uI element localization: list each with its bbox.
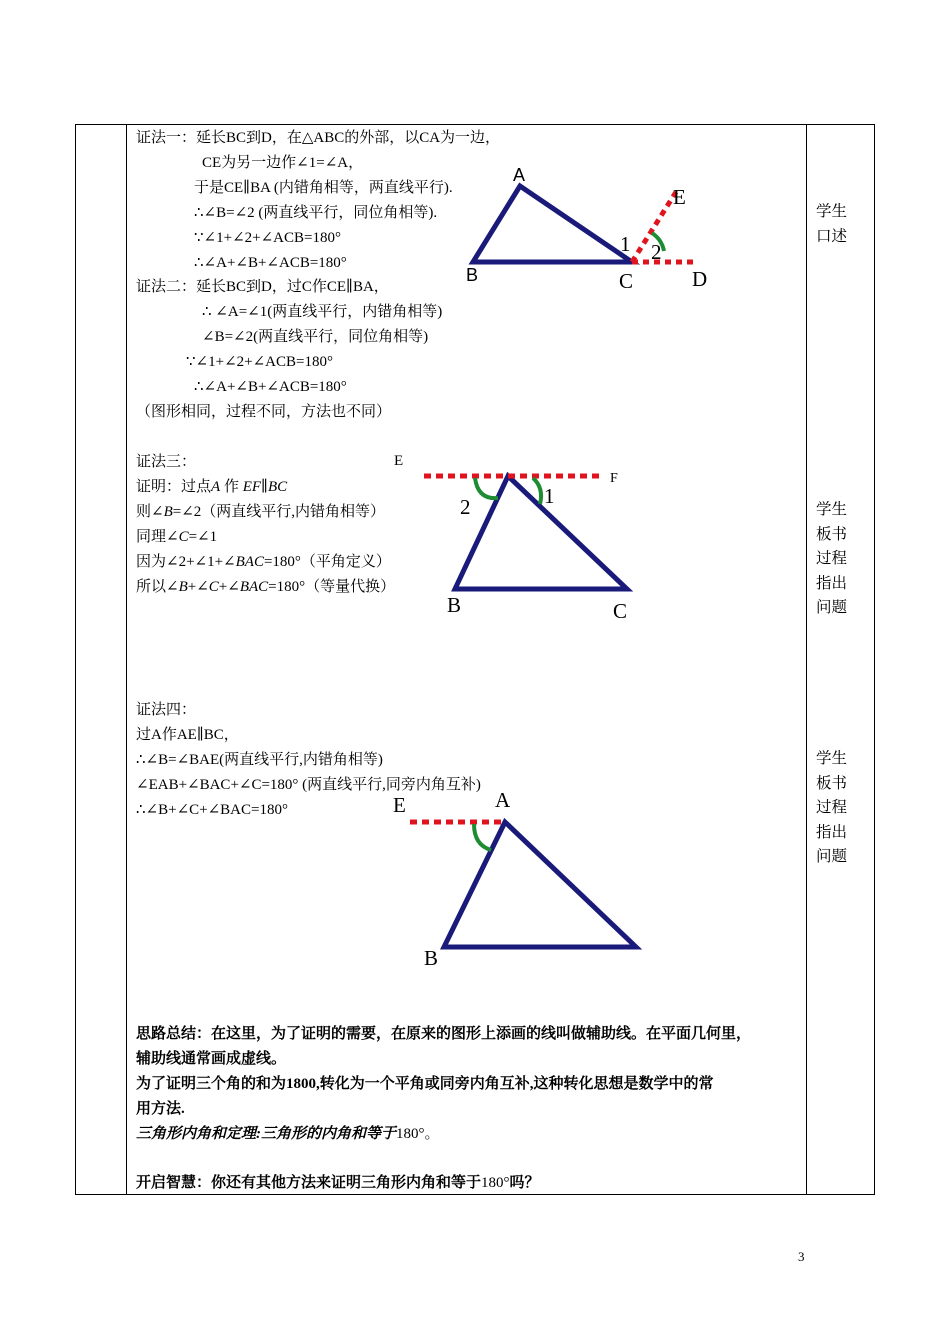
proof2-line2: ∴ ∠A=∠1(两直线平行，内错角相等) xyxy=(202,304,443,320)
summary-line1: 思路总结：在这里，为了证明的需要，在原来的图形上添画的线叫做辅助线。在平面几何里， xyxy=(136,1026,752,1042)
figure2-label-e: E xyxy=(394,453,404,469)
proof4-line2: ∴∠B=∠BAE(两直线平行,内错角相等) xyxy=(136,752,383,768)
side-note-1: 学生口述 xyxy=(816,203,848,245)
proof2-line5: ∴∠A+∠B+∠ACB=180° xyxy=(194,379,347,395)
figure2-label-f: F xyxy=(610,471,618,486)
think-question: 开启智慧：你还有其他方法来证明三角形内角和等于180°吗？ xyxy=(136,1175,540,1191)
theorem-statement: 三角形内角和定理:三角形的内角和等于180°。 xyxy=(136,1126,440,1142)
figure3-angle-arc xyxy=(474,824,491,850)
figure3-label-b: B xyxy=(424,946,439,970)
proof3-line3: 同理∠C=∠1 xyxy=(136,529,218,545)
figure1-triangle xyxy=(473,186,632,262)
proof2-note: （图形相同，过程不同，方法也不同） xyxy=(136,404,392,420)
figure3-label-e: E xyxy=(393,793,406,817)
proof2-line3: ∠B=∠2(两直线平行，同位角相等) xyxy=(202,329,429,345)
figure1-label-a: A xyxy=(513,165,526,185)
proof2-line4: ∵∠1+∠2+∠ACB=180° xyxy=(186,354,333,370)
figure2-angle2-arc xyxy=(475,478,498,498)
figure3-triangle xyxy=(444,822,636,947)
proof1-line6: ∴∠A+∠B+∠ACB=180° xyxy=(194,255,347,271)
side-note-3: 学生板书过程指出问题 xyxy=(816,750,848,865)
figure1-label-c: C xyxy=(619,269,634,293)
proof4-line1: 过A作AE∥BC， xyxy=(136,727,239,743)
proof4-line3: ∠EAB+∠BAC+∠C=180° (两直线平行,同旁内角互补) xyxy=(136,777,481,793)
summary-line3: 为了证明三个角的和为1800,转化为一个平角或同旁内角互补,这种转化思想是数学中的常 xyxy=(136,1076,714,1092)
summary-line4: 用方法. xyxy=(136,1101,185,1117)
proof1-line4: ∴∠B=∠2 (两直线平行，同位角相等). xyxy=(194,205,438,221)
summary-line2: 辅助线通常画成虚线。 xyxy=(136,1051,287,1067)
figure1-label-b: B xyxy=(466,265,479,285)
proof3-line1: 证明：过点A 作 EF∥BC xyxy=(136,479,288,495)
figure2-label-angle1: 1 xyxy=(544,484,555,508)
figure2-label-angle2: 2 xyxy=(460,495,471,519)
proof3-title: 证法三： xyxy=(136,454,197,470)
proof2-line1: 证法二：延长BC到D，过C作CE∥BA， xyxy=(136,279,389,295)
proof4-title: 证法四： xyxy=(136,702,197,718)
proof3-line5: 所以∠B+∠C+∠BAC=180°（等量代换） xyxy=(136,579,396,595)
proof1-line1: 证法一：延长BC到D，在△ABC的外部，以CA为一边， xyxy=(136,130,501,146)
proof1-line5: ∵∠1+∠2+∠ACB=180° xyxy=(194,230,341,246)
figure1-label-angle2: 2 xyxy=(651,240,662,264)
side-note-2: 学生板书过程指出问题 xyxy=(816,501,848,616)
proof1-line3: 于是CE∥BA (内错角相等，两直线平行). xyxy=(194,180,453,196)
figure3-label-a: A xyxy=(495,788,511,812)
proof1-line2: CE为另一边作∠1=∠A， xyxy=(202,155,364,171)
figure2-label-b: B xyxy=(447,593,462,617)
figure1-label-angle1: 1 xyxy=(620,232,631,256)
figure1-label-d: D xyxy=(692,267,708,291)
proof3-line2: 则∠B=∠2（两直线平行,内错角相等） xyxy=(136,504,386,520)
proof4-line4: ∴∠B+∠C+∠BAC=180° xyxy=(136,802,288,818)
proof3-line4: 因为∠2+∠1+∠BAC=180°（平角定义） xyxy=(136,554,391,570)
figure2-label-c: C xyxy=(613,599,628,623)
figure1-label-e: E xyxy=(673,185,686,209)
page-number: 3 xyxy=(798,1249,805,1264)
